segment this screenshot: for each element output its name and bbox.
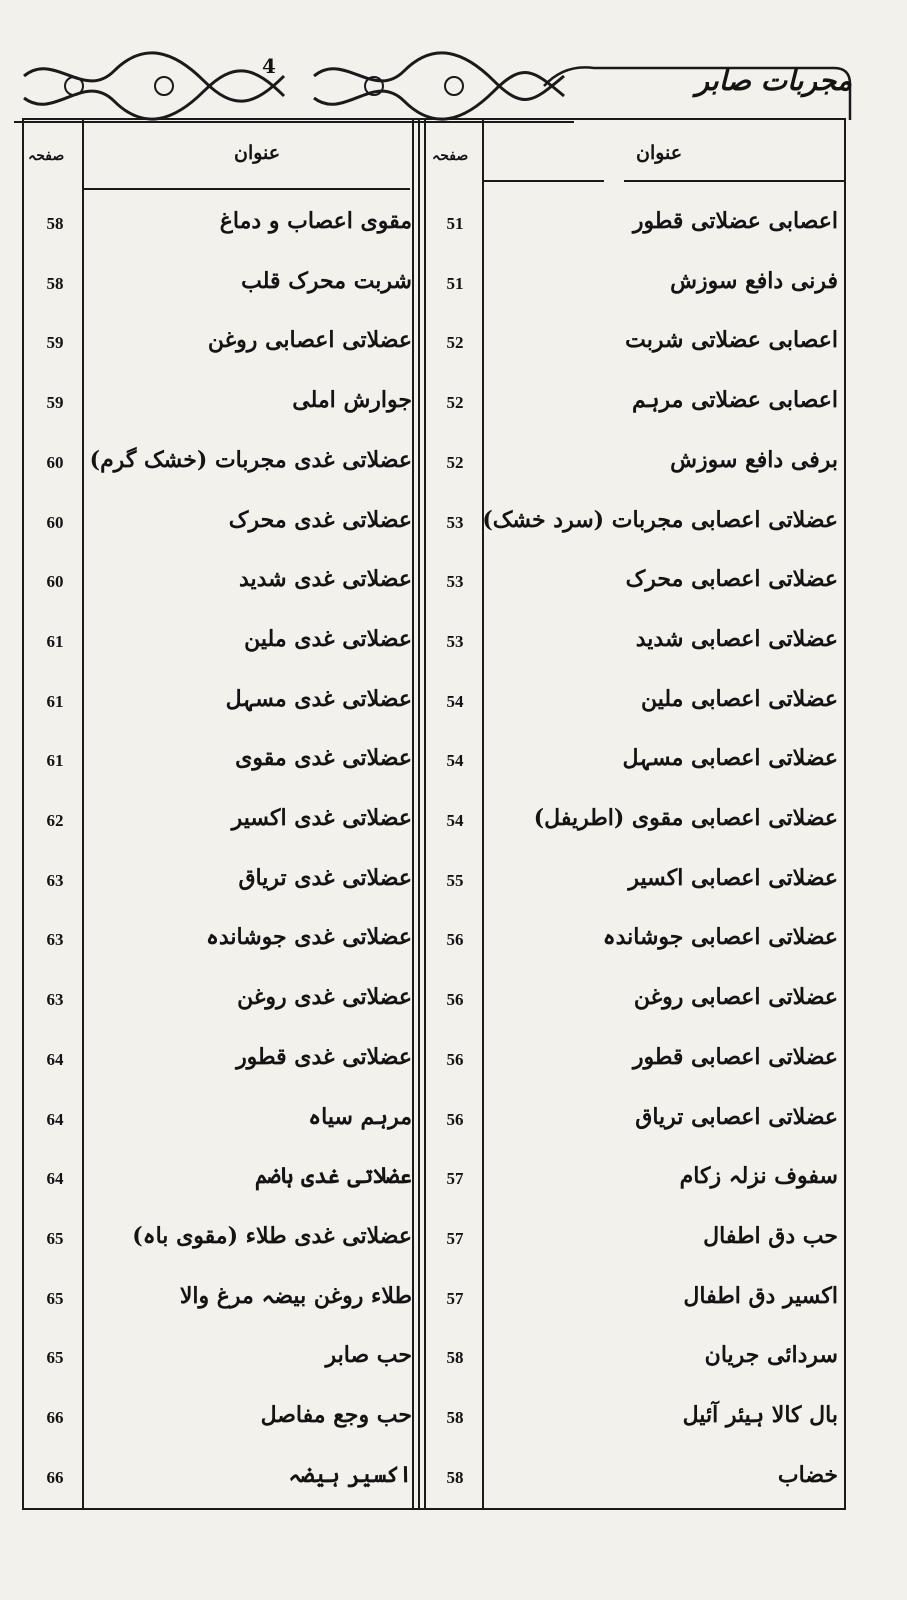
entry-title: مرہم سیاہ bbox=[308, 1103, 412, 1130]
entry-title: برفی دافع سوزش bbox=[670, 446, 838, 473]
entry-page-number: 63 bbox=[46, 930, 64, 950]
entry-page-number: 56 bbox=[446, 1049, 464, 1069]
header-rule bbox=[624, 180, 846, 182]
entry-title: عضلاتی اعصابی قطور bbox=[632, 1043, 838, 1070]
entry-title: عضلاتی غدی جوشاندہ bbox=[205, 924, 412, 951]
entry-page-number: 58 bbox=[446, 1408, 464, 1427]
entry-title: عضلاتی غدی اکسیر bbox=[231, 805, 412, 831]
entry-title: اعصابی عضلاتی مرہم bbox=[631, 387, 838, 414]
entry-title: عضلاتی غدی مسہل bbox=[225, 685, 412, 712]
entry-page-number: 57 bbox=[446, 1288, 464, 1308]
entry-page-number: 57 bbox=[446, 1228, 464, 1248]
entry-title: بال کالا ہیئر آئیل bbox=[682, 1402, 838, 1428]
entry-title: عضلاتی اعصابی روغن bbox=[207, 327, 412, 354]
entry-title: طلاء روغن بیضہ مرغ والا bbox=[179, 1282, 412, 1309]
entry-title: سفوف نزلہ زکام bbox=[679, 1163, 838, 1190]
toc-entry bbox=[24, 735, 844, 797]
entry-title: فرنی دافع سوزش bbox=[670, 267, 838, 294]
entry-title: عضلاتی غدی طلاء (مقوی باہ) bbox=[132, 1222, 412, 1249]
entry-page-number: 57 bbox=[446, 1169, 464, 1189]
toc-entry bbox=[24, 1332, 844, 1394]
entry-page-number: 65 bbox=[46, 1288, 64, 1308]
entry-title: عضلاتی اعصابی اکسیر bbox=[628, 864, 838, 891]
entry-title: عضلاتی غدی مقوی bbox=[235, 745, 412, 772]
entry-page-number: 53 bbox=[446, 572, 464, 592]
left-title-heading: عنوان bbox=[234, 142, 281, 164]
entry-page-number: 54 bbox=[446, 691, 464, 711]
entry-page-number: 59 bbox=[46, 333, 64, 353]
entry-title: جوارش املی bbox=[292, 387, 412, 414]
left-page-heading: صفحہ bbox=[28, 148, 65, 164]
entry-title: عضلاتی اعصابی جوشاندہ bbox=[602, 924, 838, 951]
entry-title: عضلاتی غدی ملین bbox=[244, 625, 412, 652]
entry-title: عضلاتی اعصابی مجربات (سرد خشک) bbox=[482, 506, 838, 533]
entry-page-number: 58 bbox=[446, 1467, 464, 1487]
toc-entry bbox=[24, 1452, 844, 1514]
entry-title: اعصابی عضلاتی شربت bbox=[625, 327, 838, 354]
entry-page-number: 52 bbox=[446, 333, 464, 353]
entry-page-number: 51 bbox=[446, 214, 464, 233]
toc-entry bbox=[24, 1153, 844, 1215]
toc-entry bbox=[24, 1094, 844, 1156]
entry-page-number: 64 bbox=[46, 1049, 64, 1069]
entry-page-number: 64 bbox=[46, 1169, 64, 1189]
toc-entry bbox=[24, 1392, 844, 1454]
entry-page-number: 66 bbox=[46, 1467, 64, 1487]
entry-title: اکسیر ہیضہ bbox=[288, 1461, 412, 1488]
entry-page-number: 65 bbox=[46, 1228, 64, 1248]
entry-title: اکسیر دق اطفال bbox=[683, 1282, 838, 1309]
entry-page-number: 61 bbox=[46, 631, 64, 651]
entry-page-number: 61 bbox=[46, 751, 64, 771]
entry-page-number: 55 bbox=[446, 870, 464, 890]
toc-entry bbox=[24, 317, 844, 379]
toc-entry bbox=[24, 616, 844, 678]
right-title-heading: عنوان bbox=[636, 142, 683, 164]
entry-title: عضلاتی اعصابی تریاق bbox=[635, 1103, 838, 1130]
toc-entry bbox=[24, 795, 844, 857]
entry-title: عضلاتی اعصابی محرک bbox=[625, 566, 838, 593]
right-page-heading: صفحہ bbox=[432, 148, 469, 164]
entry-title: مقوی اعصاب و دماغ bbox=[219, 208, 412, 234]
toc-entry bbox=[24, 974, 844, 1036]
entry-title: عضلاتی اعصابی مسہل bbox=[622, 745, 838, 772]
book-title: مجربات صابر bbox=[695, 64, 852, 97]
toc-entry bbox=[24, 855, 844, 917]
toc-entry bbox=[24, 377, 844, 439]
entry-title: عضلاتی اعصابی ملین bbox=[640, 685, 838, 712]
entry-title: عضلاتی غدی قطور bbox=[236, 1043, 412, 1070]
entry-page-number: 58 bbox=[446, 1348, 464, 1368]
entry-title: حب صابر bbox=[325, 1342, 412, 1369]
toc-entry bbox=[24, 198, 844, 260]
entry-page-number: 59 bbox=[46, 393, 64, 413]
entry-page-number: 52 bbox=[446, 452, 464, 472]
entry-page-number: 60 bbox=[46, 572, 64, 592]
toc-entry bbox=[24, 1213, 844, 1275]
entry-title: سردائی جریان bbox=[704, 1342, 838, 1369]
entry-title: اعصابی عضلاتی قطور bbox=[632, 208, 838, 234]
header-rule bbox=[84, 188, 410, 190]
entry-page-number: 60 bbox=[46, 512, 64, 532]
toc-entry bbox=[24, 1273, 844, 1335]
entry-title: عضلاتی اعصابی مقوی (اطریفل) bbox=[533, 805, 838, 831]
header-rule bbox=[484, 180, 604, 182]
entry-title: عضلاتی غدی شدید bbox=[238, 566, 412, 593]
entry-page-number: 54 bbox=[446, 751, 464, 771]
entry-title: عضلاتی غدی محرک bbox=[228, 506, 412, 533]
page-number: 4 bbox=[262, 54, 276, 78]
entry-page-number: 54 bbox=[446, 811, 464, 830]
table-of-contents bbox=[22, 118, 846, 1510]
entry-page-number: 63 bbox=[46, 870, 64, 890]
entry-title: عضلاتی غدی مجربات (خشک گرم) bbox=[89, 446, 412, 473]
entry-title: حب دق اطفال bbox=[703, 1222, 838, 1249]
entry-page-number: 56 bbox=[446, 930, 464, 950]
entry-title: خضاب bbox=[777, 1461, 838, 1488]
entry-title: عضلاتی غدی ہاضم bbox=[254, 1163, 412, 1190]
entry-page-number: 60 bbox=[46, 452, 64, 472]
entry-page-number: 58 bbox=[46, 273, 64, 293]
entry-page-number: 62 bbox=[46, 811, 64, 830]
decorative-border-ornament bbox=[14, 46, 574, 126]
entry-title: عضلاتی اعصابی روغن bbox=[633, 984, 838, 1011]
entry-page-number: 56 bbox=[446, 990, 464, 1010]
entry-page-number: 56 bbox=[446, 1109, 464, 1129]
entry-title: عضلاتی غدی تریاق bbox=[238, 864, 412, 891]
entry-title: عضلاتی اعصابی شدید bbox=[635, 625, 838, 652]
entry-page-number: 61 bbox=[46, 691, 64, 711]
entry-page-number: 65 bbox=[46, 1348, 64, 1368]
entry-page-number: 64 bbox=[46, 1109, 64, 1129]
toc-entry bbox=[24, 497, 844, 559]
entry-page-number: 53 bbox=[446, 631, 464, 651]
toc-entry bbox=[24, 556, 844, 618]
entry-page-number: 58 bbox=[46, 214, 64, 233]
entry-title: حب وجع مفاصل bbox=[260, 1402, 412, 1428]
entry-page-number: 53 bbox=[446, 512, 464, 532]
entry-page-number: 66 bbox=[46, 1408, 64, 1427]
entry-page-number: 63 bbox=[46, 990, 64, 1010]
toc-entry bbox=[24, 676, 844, 738]
page-header bbox=[14, 46, 892, 128]
toc-entry bbox=[24, 258, 844, 320]
entry-title: عضلاتی غدی روغن bbox=[237, 984, 412, 1011]
entry-page-number: 52 bbox=[446, 393, 464, 413]
entry-page-number: 51 bbox=[446, 273, 464, 293]
toc-entry bbox=[24, 914, 844, 976]
toc-entry bbox=[24, 437, 844, 499]
toc-entry bbox=[24, 1034, 844, 1096]
entry-title: شربت محرک قلب bbox=[241, 267, 412, 294]
